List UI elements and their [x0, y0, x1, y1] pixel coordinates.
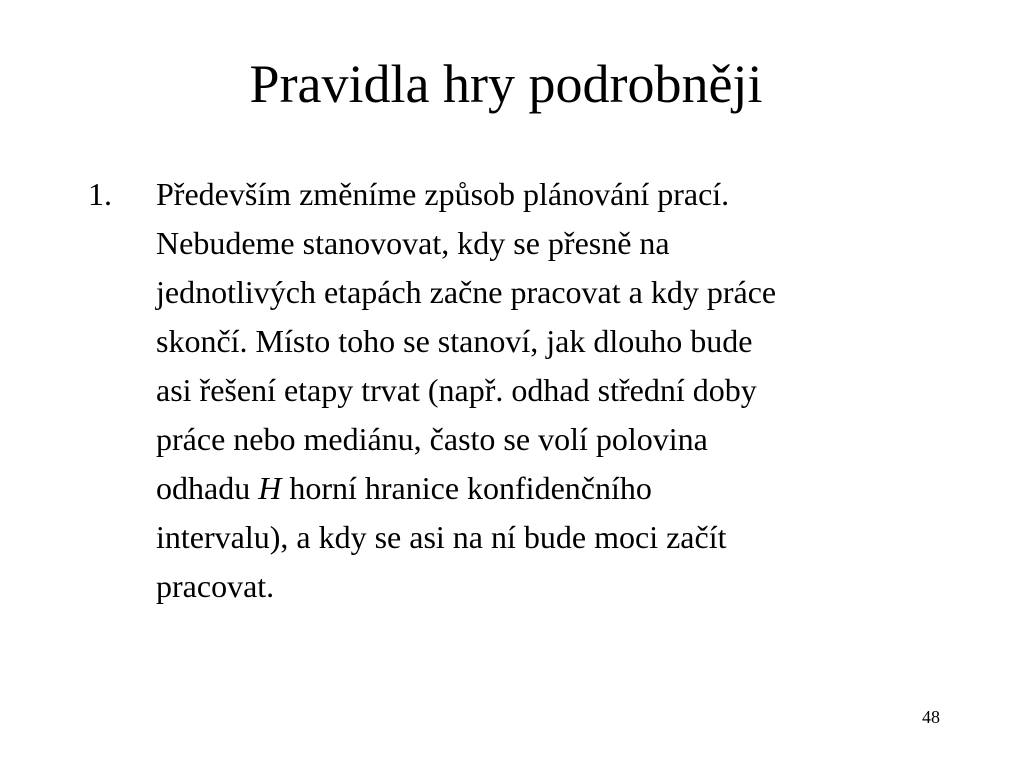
text-line: Především změníme způsob plánování prací. [156, 176, 730, 212]
text-line [156, 464, 956, 513]
text-line: Nebudeme stanovovat, kdy se přesně na [156, 225, 670, 261]
page-number: 48 [922, 707, 940, 727]
text-line: asi řešení etapy trvat (např. odhad střední doby [156, 372, 757, 408]
italic-variable: H [258, 470, 282, 506]
list-item-number: 1. [88, 176, 112, 212]
text-line: práce nebo mediánu, často se volí polovina [156, 421, 708, 457]
text-line: intervalu), a kdy se asi na ní bude moci začít [156, 519, 727, 555]
text-line: pracovat. [156, 568, 275, 604]
list-item-text [156, 170, 956, 611]
text-line: skončí. Místo toho se stanoví, jak dlouho bude [156, 323, 753, 359]
text-segment: horní hranice konfidenčního [281, 470, 652, 506]
slide-title: Pravidla hry podrobněji [249, 54, 763, 114]
text-line: jednotlivých etapách začne pracovat a kdy práce [156, 274, 777, 310]
text-segment: odhadu [156, 470, 259, 506]
